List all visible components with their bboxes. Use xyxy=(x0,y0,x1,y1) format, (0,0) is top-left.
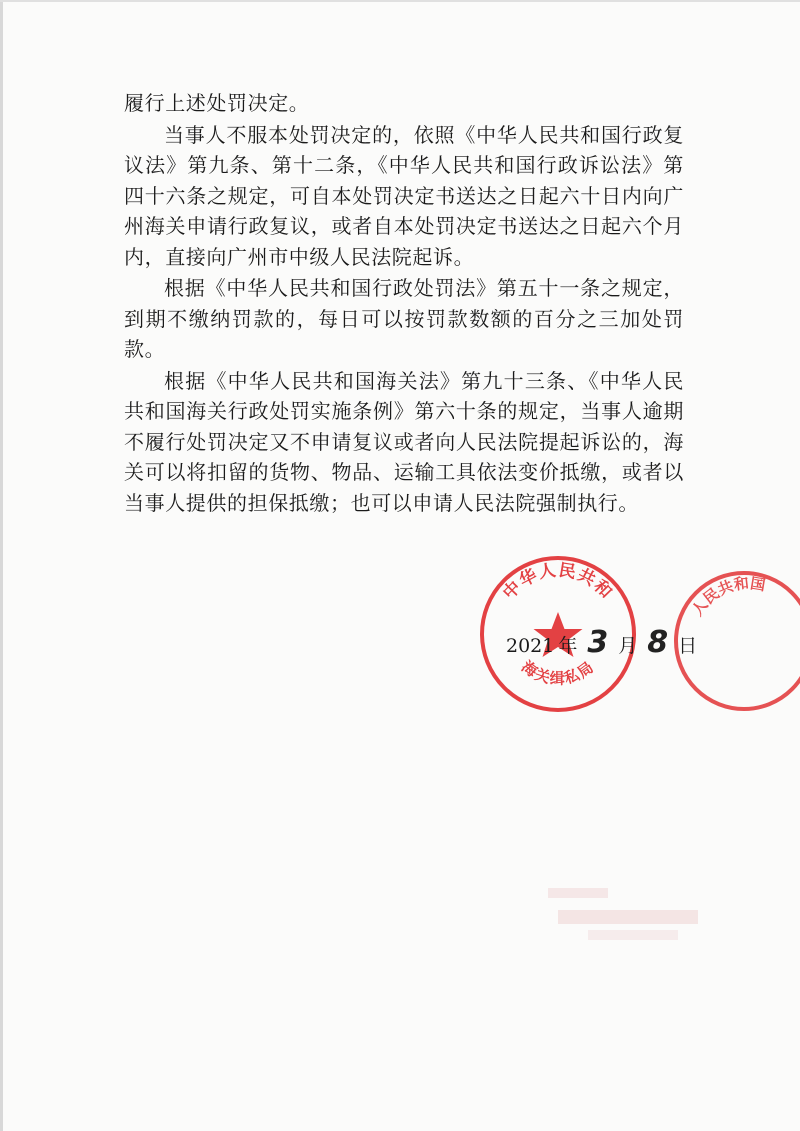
date-year-unit: 年 xyxy=(558,635,578,657)
seal-text-bottom: 海关缉私局 xyxy=(518,657,598,688)
document-body xyxy=(124,88,684,519)
faded-stamp-residue xyxy=(548,880,708,950)
paragraph-2: 当事人不服本处罚决定的，依照《中华人民共和国行政复议法》第九条、第十二条，《中华人民共和国行政诉讼法》第四十六条之规定，可自本处罚决定书送达之日起六十日内向广州海关申请行政复议，或者自本处罚决定书送达之日起六个月内，直接向广州市中级人民法院起诉。 xyxy=(124,122,684,269)
date-month-unit: 月 xyxy=(618,635,638,657)
partial-seal-text: 人民共和国 xyxy=(688,574,767,620)
paragraph-3: 根据《中华人民共和国行政处罚法》第五十一条之规定，到期不缴纳罚款的，每日可以按罚款数额的百分之三加处罚款。 xyxy=(124,276,684,361)
scan-edge-top xyxy=(0,0,800,2)
paragraph-1: 履行上述处罚决定。 xyxy=(124,91,310,115)
date-year: 2021 xyxy=(506,635,555,657)
date-month: 3 xyxy=(587,625,609,660)
scan-edge-left xyxy=(0,0,3,1131)
seal-text-top: 中华人民共和 xyxy=(499,560,617,604)
date-day: 8 xyxy=(647,625,669,660)
paragraph-4: 根据《中华人民共和国海关法》第九十三条、《中华人民共和国海关行政处罚实施条例》第六十条的规定，当事人逾期不履行处罚决定又不申请复议或者向人民法院提起诉讼的，海关可以将扣留的货物、物品、运输工具依法变价抵缴，或者以当事人提供的担保抵缴；也可以申请人民法院强制执行。 xyxy=(124,368,684,515)
signature-date xyxy=(506,625,697,659)
date-day-unit: 日 xyxy=(678,635,698,657)
